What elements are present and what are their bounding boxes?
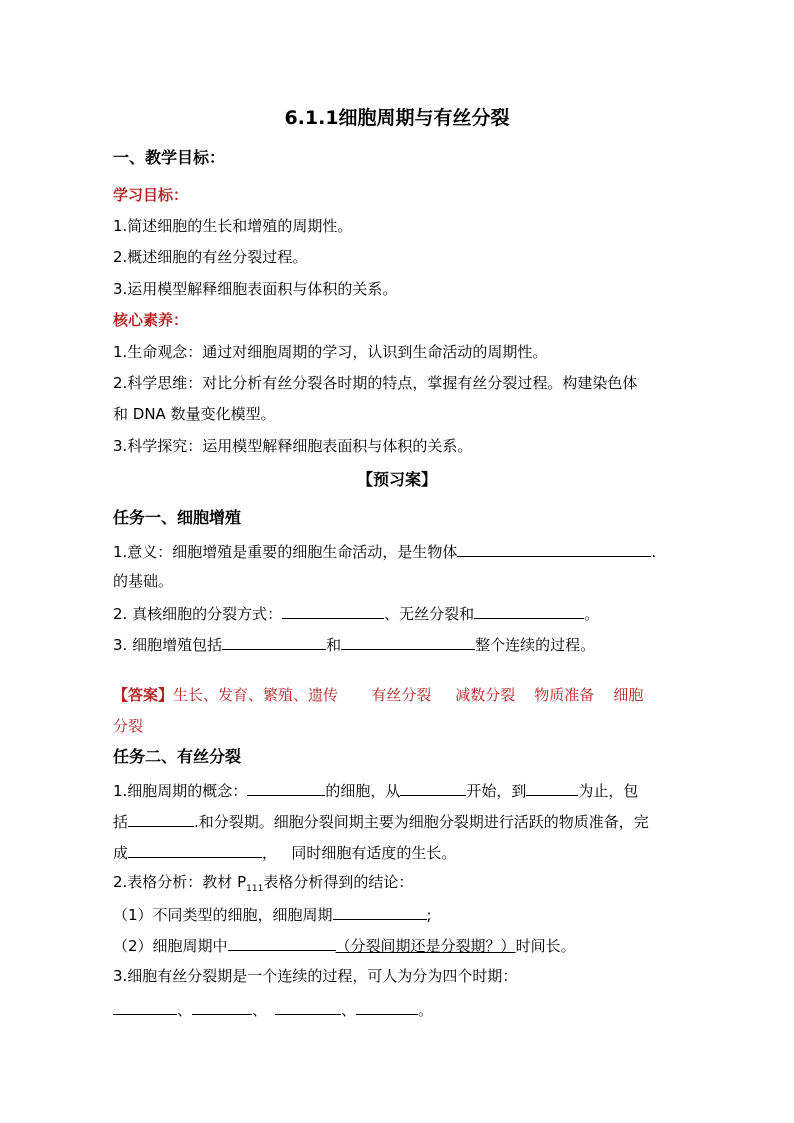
question-text: 1.意义：细胞增殖是重要的细胞生命活动，是生物体 [113, 543, 458, 561]
goal-item: 3.运用模型解释细胞表面积与体积的关系。 [113, 280, 398, 298]
core-item: 和 DNA 数量变化模型。 [113, 405, 276, 423]
question-text: （2）细胞周期中 [113, 937, 228, 955]
task2-question1-cont [113, 810, 649, 832]
question-text: 时间长。 [515, 937, 576, 955]
answer-blank[interactable] [341, 633, 475, 650]
answer-line [113, 685, 643, 705]
answer-blank[interactable] [228, 934, 336, 951]
question-text: 的细胞，从 [325, 782, 401, 800]
core-literacy-label: 核心素养： [113, 311, 189, 329]
question-text: 表格分析得到的结论： [263, 873, 414, 891]
task1-question1 [113, 540, 656, 562]
task2-question3-blanks [113, 998, 433, 1020]
question-text: 为止，包 [578, 782, 639, 800]
question-text: 3. 细胞增殖包括 [113, 636, 223, 654]
question-text: ， 同时细胞有适度的生长。 [262, 844, 457, 862]
question-text: 整个连续的过程。 [475, 636, 596, 654]
task2-question2-item2 [113, 934, 576, 956]
question-text: 括 [113, 813, 129, 831]
section-heading-teaching-goals: 一、教学目标： [113, 148, 226, 167]
task1-question2 [113, 602, 599, 624]
answer-blank[interactable] [400, 779, 466, 796]
separator: 、 [252, 1001, 268, 1019]
answer-blank[interactable] [356, 998, 418, 1015]
core-item: 2.科学思维：对比分析有丝分裂各时期的特点，掌握有丝分裂过程。构建染色体 [113, 374, 638, 392]
answer-blank[interactable] [113, 998, 177, 1015]
separator: 。 [418, 1001, 434, 1019]
separator: 、 [341, 1001, 357, 1019]
question-text: . [651, 543, 657, 561]
answer-line-cont: 分裂 [113, 717, 144, 735]
question-text: 成 [113, 844, 129, 862]
question-text: .和分裂期。细胞分裂间期主要为细胞分裂期进行活跃的物质准备，完 [194, 813, 649, 831]
task2-question2 [113, 872, 413, 899]
answer-blank[interactable] [474, 602, 584, 619]
answer-blank[interactable] [526, 779, 578, 796]
page-subscript: 111 [246, 884, 264, 894]
question-text: 。 [584, 605, 600, 623]
answer-blank[interactable] [128, 810, 194, 827]
page-title: 6.1.1细胞周期与有丝分裂 [284, 107, 510, 129]
core-item: 1.生命观念：通过对细胞周期的学习，认识到生命活动的周期性。 [113, 343, 548, 361]
goal-item: 2.概述细胞的有丝分裂过程。 [113, 248, 308, 266]
answer-text: 生长、发育、繁殖、遗传 有丝分裂 减数分裂 物质准备 细胞 [173, 686, 644, 704]
separator: 、 [177, 1001, 193, 1019]
answer-blank[interactable] [247, 779, 325, 796]
question-text: ; [426, 906, 432, 924]
learning-goals-label: 学习目标： [113, 186, 189, 204]
question-text: （1）不同类型的细胞，细胞周期 [113, 906, 333, 924]
task1-question1-cont: 的基础。 [113, 572, 174, 590]
question-text: 、无丝分裂和 [384, 605, 475, 623]
core-item: 3.科学探究：运用模型解释细胞表面积与体积的关系。 [113, 437, 473, 455]
task2-heading: 任务二、有丝分裂 [113, 747, 242, 766]
task1-heading: 任务一、细胞增殖 [113, 508, 242, 527]
question-text: 1.细胞周期的概念： [113, 782, 248, 800]
question-text: 2. 真核细胞的分裂方式： [113, 605, 283, 623]
question-text: 和 [326, 636, 342, 654]
answer-blank[interactable] [222, 633, 326, 650]
task1-question3 [113, 633, 595, 655]
answer-blank[interactable] [128, 841, 262, 858]
question-text: 开始，到 [466, 782, 527, 800]
answer-blank[interactable] [457, 540, 651, 557]
answer-blank[interactable] [282, 602, 384, 619]
answer-blank[interactable] [275, 998, 341, 1015]
question-text: 2.表格分析：教材 P [113, 873, 247, 891]
goal-item: 1.简述细胞的生长和增殖的周期性。 [113, 217, 353, 235]
preview-section-title: 【预习案】 [356, 470, 437, 489]
answer-blank[interactable] [333, 903, 427, 920]
task2-question2-item1 [113, 903, 432, 925]
answer-blank[interactable] [192, 998, 252, 1015]
task2-question1-cont2 [113, 841, 456, 863]
task2-question3: 3.细胞有丝分裂期是一个连续的过程，可人为分为四个时期： [113, 967, 518, 985]
answer-tag: 【答案】 [113, 686, 174, 704]
question-hint: （分裂间期还是分裂期？） [335, 937, 516, 955]
task2-question1 [113, 779, 638, 801]
